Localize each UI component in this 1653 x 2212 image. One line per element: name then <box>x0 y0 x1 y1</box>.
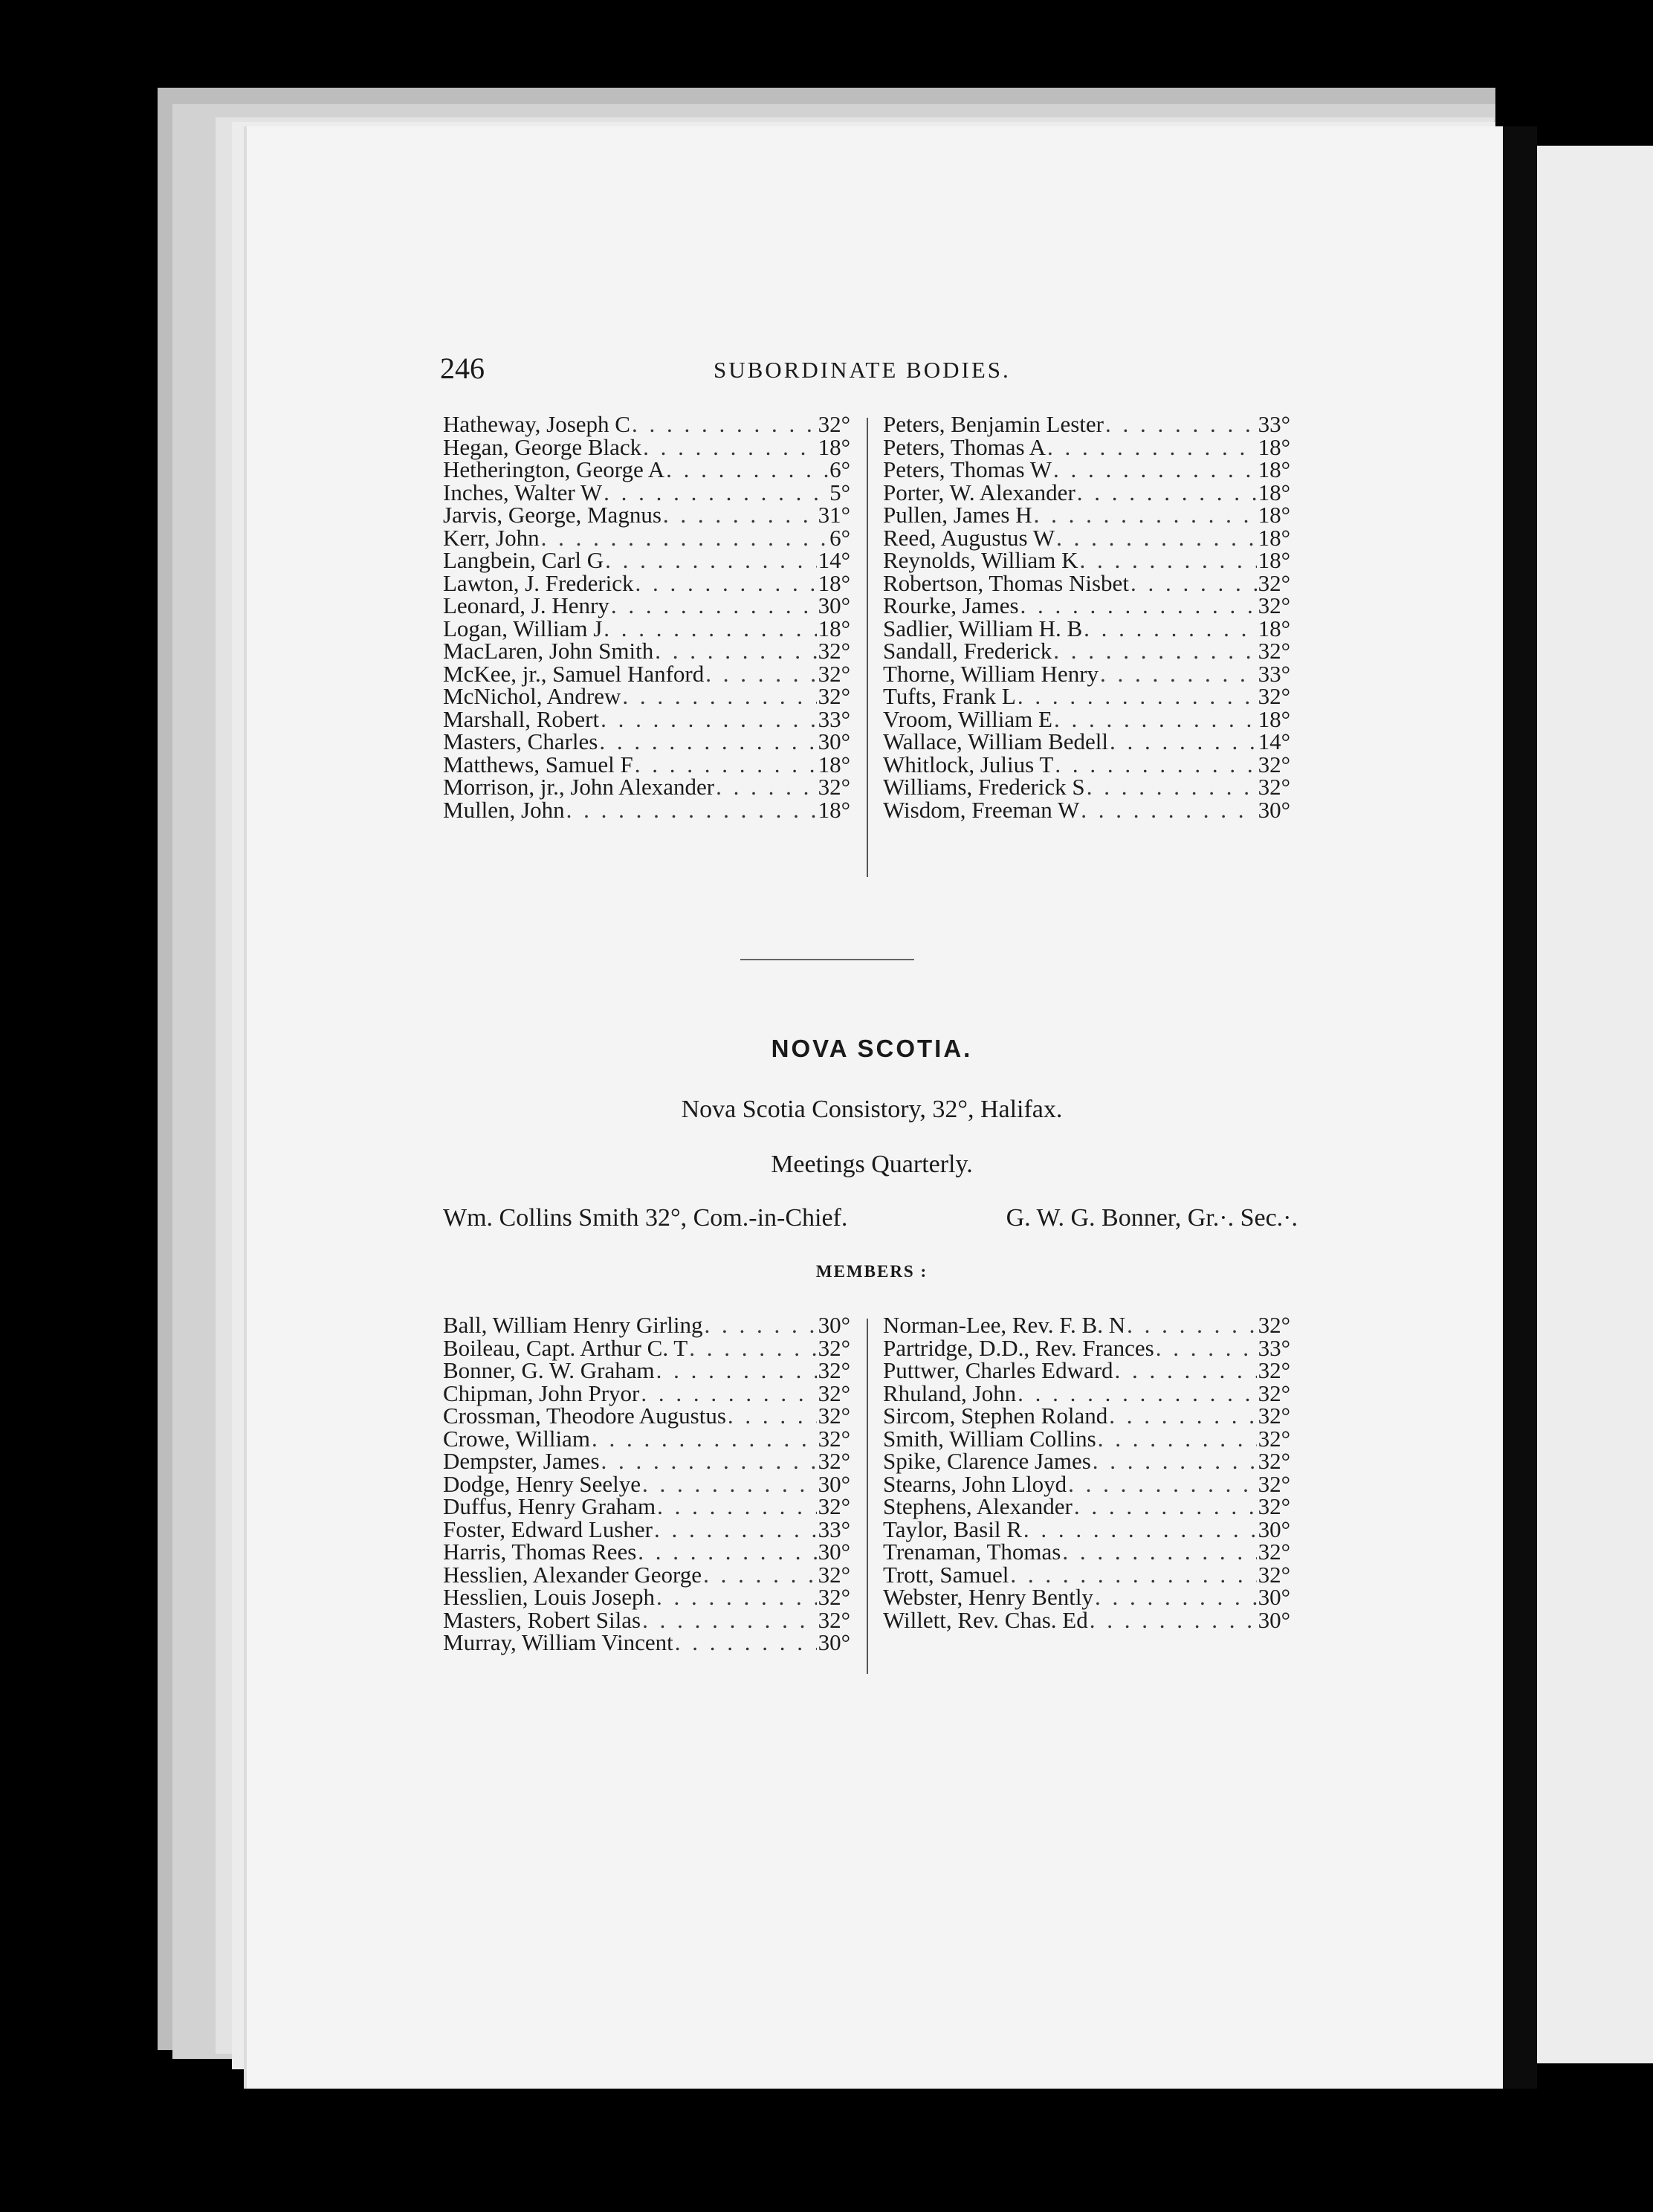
member-degree: 30° <box>1258 1584 1290 1610</box>
dot-leader <box>1077 482 1257 505</box>
dot-leader <box>728 1405 817 1428</box>
page-number: 246 <box>440 352 485 385</box>
member-name: Reynolds, William K <box>883 547 1078 573</box>
dot-leader <box>642 1609 817 1632</box>
member-degree: 18° <box>1258 705 1290 732</box>
dot-leader <box>1105 413 1257 436</box>
dot-leader <box>1100 663 1257 686</box>
member-name: Hesslien, Louis Joseph <box>443 1584 656 1610</box>
member-name: Taylor, Basil R <box>883 1516 1022 1542</box>
list-item <box>883 776 1290 799</box>
dot-leader <box>655 640 816 663</box>
dot-leader <box>1034 504 1257 527</box>
list-item <box>443 751 850 777</box>
member-name: Sadlier, William H. B <box>883 615 1083 641</box>
member-degree: 18° <box>1258 433 1290 460</box>
member-name: Rourke, James <box>883 592 1019 618</box>
member-degree: 30° <box>1258 1606 1290 1633</box>
member-degree: 6° <box>829 456 850 482</box>
member-name: Foster, Edward Lusher <box>443 1516 653 1542</box>
member-name: Partridge, D.D., Rev. Frances <box>883 1334 1154 1361</box>
member-degree: 30° <box>818 1312 850 1338</box>
list-item <box>883 592 1290 618</box>
member-name: Reed, Augustus W <box>883 524 1055 551</box>
list-item <box>883 751 1290 777</box>
member-degree: 18° <box>818 751 850 777</box>
member-name: Chipman, John Pryor <box>443 1380 640 1406</box>
members-heading: MEMBERS : <box>815 1262 928 1281</box>
list-item <box>443 413 850 436</box>
member-name: Inches, Walter W <box>443 479 603 505</box>
member-degree: 32° <box>818 1380 850 1406</box>
list-item <box>443 479 850 505</box>
member-degree: 30° <box>818 592 850 618</box>
member-column-left <box>443 1314 850 1655</box>
member-degree: 33° <box>1258 660 1290 687</box>
list-item <box>443 456 850 482</box>
member-degree: 32° <box>1258 1312 1290 1338</box>
list-item <box>443 640 850 663</box>
dot-leader <box>642 1473 817 1496</box>
list-item <box>443 1470 850 1497</box>
member-name: Sircom, Stephen Roland <box>883 1403 1108 1429</box>
list-item <box>443 776 850 799</box>
dot-leader <box>1109 1405 1256 1428</box>
dot-leader <box>604 482 828 505</box>
member-degree: 18° <box>818 433 850 460</box>
dot-leader <box>601 708 817 731</box>
list-item <box>883 1470 1290 1497</box>
dot-leader <box>689 1337 816 1360</box>
member-degree: 5° <box>829 479 850 505</box>
member-degree: 32° <box>818 1561 850 1588</box>
list-item <box>883 524 1290 551</box>
member-name: Webster, Henry Bently <box>883 1584 1093 1610</box>
dot-leader <box>635 572 817 595</box>
member-name: Trott, Samuel <box>883 1561 1009 1588</box>
member-name: Kerr, John <box>443 524 540 551</box>
member-degree: 30° <box>818 1539 850 1565</box>
list-item <box>883 1541 1290 1564</box>
list-item <box>883 1334 1290 1361</box>
list-item <box>443 569 850 596</box>
list-item <box>883 1561 1290 1588</box>
member-degree: 32° <box>818 411 850 437</box>
member-name: Trenaman, Thomas <box>883 1539 1061 1565</box>
member-degree: 30° <box>1258 796 1290 823</box>
member-name: Matthews, Samuel F <box>443 751 633 777</box>
list-item <box>883 1405 1290 1428</box>
member-name: Lawton, J. Frederick <box>443 569 634 596</box>
dot-leader <box>592 1428 817 1451</box>
dot-leader <box>1115 1359 1257 1382</box>
member-name: Thorne, William Henry <box>883 660 1099 687</box>
member-name: Bonner, G. W. Graham <box>443 1357 655 1383</box>
member-name: McNichol, Andrew <box>443 683 621 709</box>
dot-leader <box>1130 572 1257 595</box>
member-name: Morrison, jr., John Alexander <box>443 774 715 800</box>
dot-leader <box>635 754 817 777</box>
member-name: Masters, Robert Silas <box>443 1606 641 1633</box>
list-item <box>883 660 1290 687</box>
dot-leader <box>703 1564 817 1587</box>
member-degree: 32° <box>1258 638 1290 664</box>
list-item <box>883 615 1290 641</box>
member-name: Puttwer, Charles Edward <box>883 1357 1113 1383</box>
member-degree: 32° <box>818 1448 850 1474</box>
member-degree: 14° <box>1258 728 1290 754</box>
dot-leader <box>1095 1586 1257 1609</box>
member-degree: 18° <box>1258 479 1290 505</box>
dot-leader <box>1156 1337 1257 1360</box>
member-degree: 32° <box>818 1584 850 1610</box>
member-name: Williams, Frederick S <box>883 774 1085 800</box>
dot-leader <box>1084 618 1256 641</box>
list-item <box>883 569 1290 596</box>
dot-leader <box>1053 640 1256 663</box>
member-degree: 33° <box>818 1516 850 1542</box>
member-name: Dodge, Henry Seelye <box>443 1470 641 1497</box>
member-name: Hatheway, Joseph C <box>443 411 630 437</box>
dot-leader <box>675 1631 817 1655</box>
list-item <box>883 705 1290 732</box>
member-name: Boileau, Capt. Arthur C. T <box>443 1334 688 1361</box>
dot-leader <box>1127 1314 1256 1337</box>
dot-leader <box>632 413 817 436</box>
dot-leader <box>1098 1428 1257 1451</box>
member-name: Sandall, Frederick <box>883 638 1052 664</box>
list-item <box>443 1561 850 1588</box>
list-item <box>443 705 850 732</box>
member-name: Pullen, James H <box>883 502 1032 528</box>
page-header <box>440 351 1302 395</box>
member-degree: 32° <box>1258 1561 1290 1588</box>
dot-leader <box>599 731 816 754</box>
list-item <box>883 728 1290 754</box>
list-item <box>883 456 1290 482</box>
member-degree: 33° <box>818 705 850 732</box>
member-name: Whitlock, Julius T <box>883 751 1054 777</box>
member-degree: 32° <box>1258 1539 1290 1565</box>
list-item <box>883 479 1290 505</box>
dot-leader <box>656 1359 817 1382</box>
dot-leader <box>1090 1609 1257 1632</box>
dot-leader <box>611 595 817 618</box>
member-name: Rhuland, John <box>883 1380 1017 1406</box>
section-rule <box>740 959 914 960</box>
dot-leader <box>716 776 817 799</box>
facing-page <box>1537 146 1653 2063</box>
member-name: Crowe, William <box>443 1425 590 1452</box>
member-degree: 32° <box>1258 1403 1290 1429</box>
dot-leader <box>1055 754 1256 777</box>
member-degree: 32° <box>818 638 850 664</box>
column-divider <box>867 418 868 877</box>
list-item <box>883 1314 1290 1337</box>
member-degree: 32° <box>818 1493 850 1519</box>
dot-leader <box>657 1495 816 1519</box>
member-name: Spike, Clarence James <box>883 1448 1091 1474</box>
list-item <box>443 1314 850 1337</box>
list-item <box>883 1516 1290 1542</box>
member-name: Murray, William Vincent <box>443 1629 673 1655</box>
member-degree: 31° <box>818 502 850 528</box>
member-name: Smith, William Collins <box>883 1425 1096 1452</box>
member-degree: 32° <box>818 1606 850 1633</box>
member-name: Peters, Benjamin Lester <box>883 411 1104 437</box>
list-item <box>443 1425 850 1452</box>
dot-leader <box>704 1314 816 1337</box>
list-item <box>883 504 1290 527</box>
member-column-left <box>443 413 850 821</box>
member-name: Hegan, George Black <box>443 433 642 460</box>
member-degree: 30° <box>818 728 850 754</box>
member-column-right <box>883 413 1290 821</box>
member-name: Duffus, Henry Graham <box>443 1493 656 1519</box>
member-degree: 32° <box>1258 569 1290 596</box>
member-name: Robertson, Thomas Nisbet <box>883 569 1129 596</box>
dot-leader <box>656 1586 817 1609</box>
dot-leader <box>1020 595 1257 618</box>
dot-leader <box>654 1519 817 1542</box>
member-degree: 32° <box>818 1357 850 1383</box>
dot-leader <box>705 663 816 686</box>
member-name: Stephens, Alexander <box>883 1493 1073 1519</box>
list-item <box>883 640 1290 663</box>
member-name: Wisdom, Freeman W <box>883 796 1080 823</box>
dot-leader <box>1068 1473 1256 1496</box>
member-degree: 32° <box>1258 1425 1290 1452</box>
member-name: Peters, Thomas W <box>883 456 1052 482</box>
list-item <box>443 685 850 708</box>
member-degree: 6° <box>829 524 850 551</box>
list-item <box>883 1606 1290 1633</box>
dot-leader <box>566 799 817 822</box>
list-item <box>883 413 1290 436</box>
member-name: Jarvis, George, Magnus <box>443 502 661 528</box>
member-name: Dempster, James <box>443 1448 600 1474</box>
dot-leader <box>641 1382 816 1406</box>
member-name: Peters, Thomas A <box>883 433 1046 460</box>
dot-leader <box>638 1541 816 1564</box>
list-item <box>883 549 1290 572</box>
grand-secretary: G. W. G. Bonner, Gr.·. Sec.·. <box>1006 1204 1298 1232</box>
list-item <box>883 1359 1290 1382</box>
dot-leader <box>1093 1450 1257 1473</box>
member-degree: 33° <box>1258 411 1290 437</box>
dot-leader <box>605 549 817 572</box>
list-item <box>443 1450 850 1473</box>
member-name: Masters, Charles <box>443 728 598 754</box>
list-item <box>883 1425 1290 1452</box>
member-name: Vroom, William E <box>883 705 1052 732</box>
list-item <box>883 685 1290 708</box>
member-name: Wallace, William Bedell <box>883 728 1108 754</box>
member-name: Mullen, John <box>443 796 565 823</box>
list-item <box>443 1516 850 1542</box>
member-name: McKee, jr., Samuel Hanford <box>443 660 705 687</box>
list-item <box>883 433 1290 460</box>
member-degree: 33° <box>1258 1334 1290 1361</box>
list-item <box>443 615 850 641</box>
member-degree: 18° <box>818 569 850 596</box>
dot-leader <box>1080 549 1257 572</box>
dot-leader <box>1023 1519 1257 1542</box>
book-gutter <box>1500 126 1537 2089</box>
member-degree: 18° <box>818 615 850 641</box>
member-name: Hetherington, George A <box>443 456 665 482</box>
list-item <box>443 728 850 754</box>
column-divider <box>867 1319 868 1674</box>
member-name: MacLaren, John Smith <box>443 638 654 664</box>
dot-leader <box>1087 776 1257 799</box>
dot-leader <box>1053 459 1257 482</box>
list-item <box>883 796 1290 823</box>
dot-leader <box>663 504 817 527</box>
member-degree: 32° <box>818 774 850 800</box>
consistory-line: Nova Scotia Consistory, 32°, Halifax. <box>681 1096 1063 1123</box>
list-item <box>443 1382 850 1406</box>
list-item <box>443 504 850 527</box>
dot-leader <box>1010 1564 1256 1587</box>
member-degree: 32° <box>818 660 850 687</box>
dot-leader <box>1018 685 1257 708</box>
member-degree: 18° <box>1258 615 1290 641</box>
member-degree: 32° <box>818 1334 850 1361</box>
member-name: Logan, William J <box>443 615 603 641</box>
list-item <box>443 1541 850 1564</box>
member-name: Ball, William Henry Girling <box>443 1312 703 1338</box>
list-item <box>443 660 850 687</box>
member-name: Norman-Lee, Rev. F. B. N <box>883 1312 1126 1338</box>
member-column-right <box>883 1314 1290 1631</box>
member-name: Tufts, Frank L <box>883 683 1016 709</box>
member-name: Willett, Rev. Chas. Ed <box>883 1606 1088 1633</box>
dot-leader <box>622 685 816 708</box>
member-name: Porter, W. Alexander <box>883 479 1075 505</box>
dot-leader <box>604 618 816 641</box>
dot-leader <box>541 527 828 550</box>
list-item <box>443 1495 850 1519</box>
list-item <box>443 549 850 572</box>
member-degree: 14° <box>818 547 850 573</box>
member-degree: 32° <box>1258 1380 1290 1406</box>
list-item <box>883 1586 1290 1609</box>
member-degree: 18° <box>1258 456 1290 482</box>
dot-leader <box>1074 1495 1257 1519</box>
dot-leader <box>643 436 816 459</box>
member-degree: 32° <box>1258 592 1290 618</box>
list-item <box>443 1631 850 1655</box>
section-title: NOVA SCOTIA. <box>771 1035 973 1062</box>
member-name: Leonard, J. Henry <box>443 592 609 618</box>
list-item <box>443 433 850 460</box>
member-degree: 18° <box>1258 547 1290 573</box>
dot-leader <box>1110 731 1257 754</box>
list-item <box>883 1450 1290 1473</box>
list-item <box>883 1495 1290 1519</box>
list-item <box>443 1405 850 1428</box>
dot-leader <box>1047 436 1257 459</box>
member-degree: 32° <box>1258 1448 1290 1474</box>
member-degree: 32° <box>818 683 850 709</box>
member-name: Crossman, Theodore Augustus <box>443 1403 726 1429</box>
member-degree: 32° <box>818 1425 850 1452</box>
dot-leader <box>1062 1541 1256 1564</box>
member-degree: 32° <box>1258 1470 1290 1497</box>
list-item <box>443 1606 850 1633</box>
member-degree: 18° <box>1258 502 1290 528</box>
dot-leader <box>1056 527 1257 550</box>
meetings-line: Meetings Quarterly. <box>771 1151 973 1178</box>
member-degree: 32° <box>1258 683 1290 709</box>
running-title: SUBORDINATE BODIES. <box>714 357 1011 383</box>
list-item <box>443 1359 850 1382</box>
list-item <box>443 524 850 551</box>
member-degree: 32° <box>1258 1357 1290 1383</box>
list-item <box>443 1334 850 1361</box>
member-name: Stearns, John Lloyd <box>883 1470 1067 1497</box>
member-degree: 30° <box>818 1470 850 1497</box>
list-item <box>443 1586 850 1609</box>
dot-leader <box>666 459 828 482</box>
member-degree: 32° <box>1258 1493 1290 1519</box>
member-degree: 32° <box>1258 751 1290 777</box>
member-name: Hesslien, Alexander George <box>443 1561 702 1588</box>
member-name: Langbein, Carl G <box>443 547 604 573</box>
member-degree: 18° <box>818 796 850 823</box>
member-name: Marshall, Robert <box>443 705 600 732</box>
member-degree: 18° <box>1258 524 1290 551</box>
member-degree: 32° <box>818 1403 850 1429</box>
list-item <box>883 1382 1290 1406</box>
dot-leader <box>1081 799 1256 822</box>
list-item <box>443 796 850 823</box>
commander-in-chief: Wm. Collins Smith 32°, Com.-in-Chief. <box>443 1204 848 1232</box>
dot-leader <box>601 1450 817 1473</box>
member-name: Harris, Thomas Rees <box>443 1539 637 1565</box>
member-degree: 30° <box>1258 1516 1290 1542</box>
dot-leader <box>1018 1382 1256 1406</box>
member-degree: 30° <box>818 1629 850 1655</box>
member-degree: 32° <box>1258 774 1290 800</box>
list-item <box>443 592 850 618</box>
dot-leader <box>1054 708 1257 731</box>
